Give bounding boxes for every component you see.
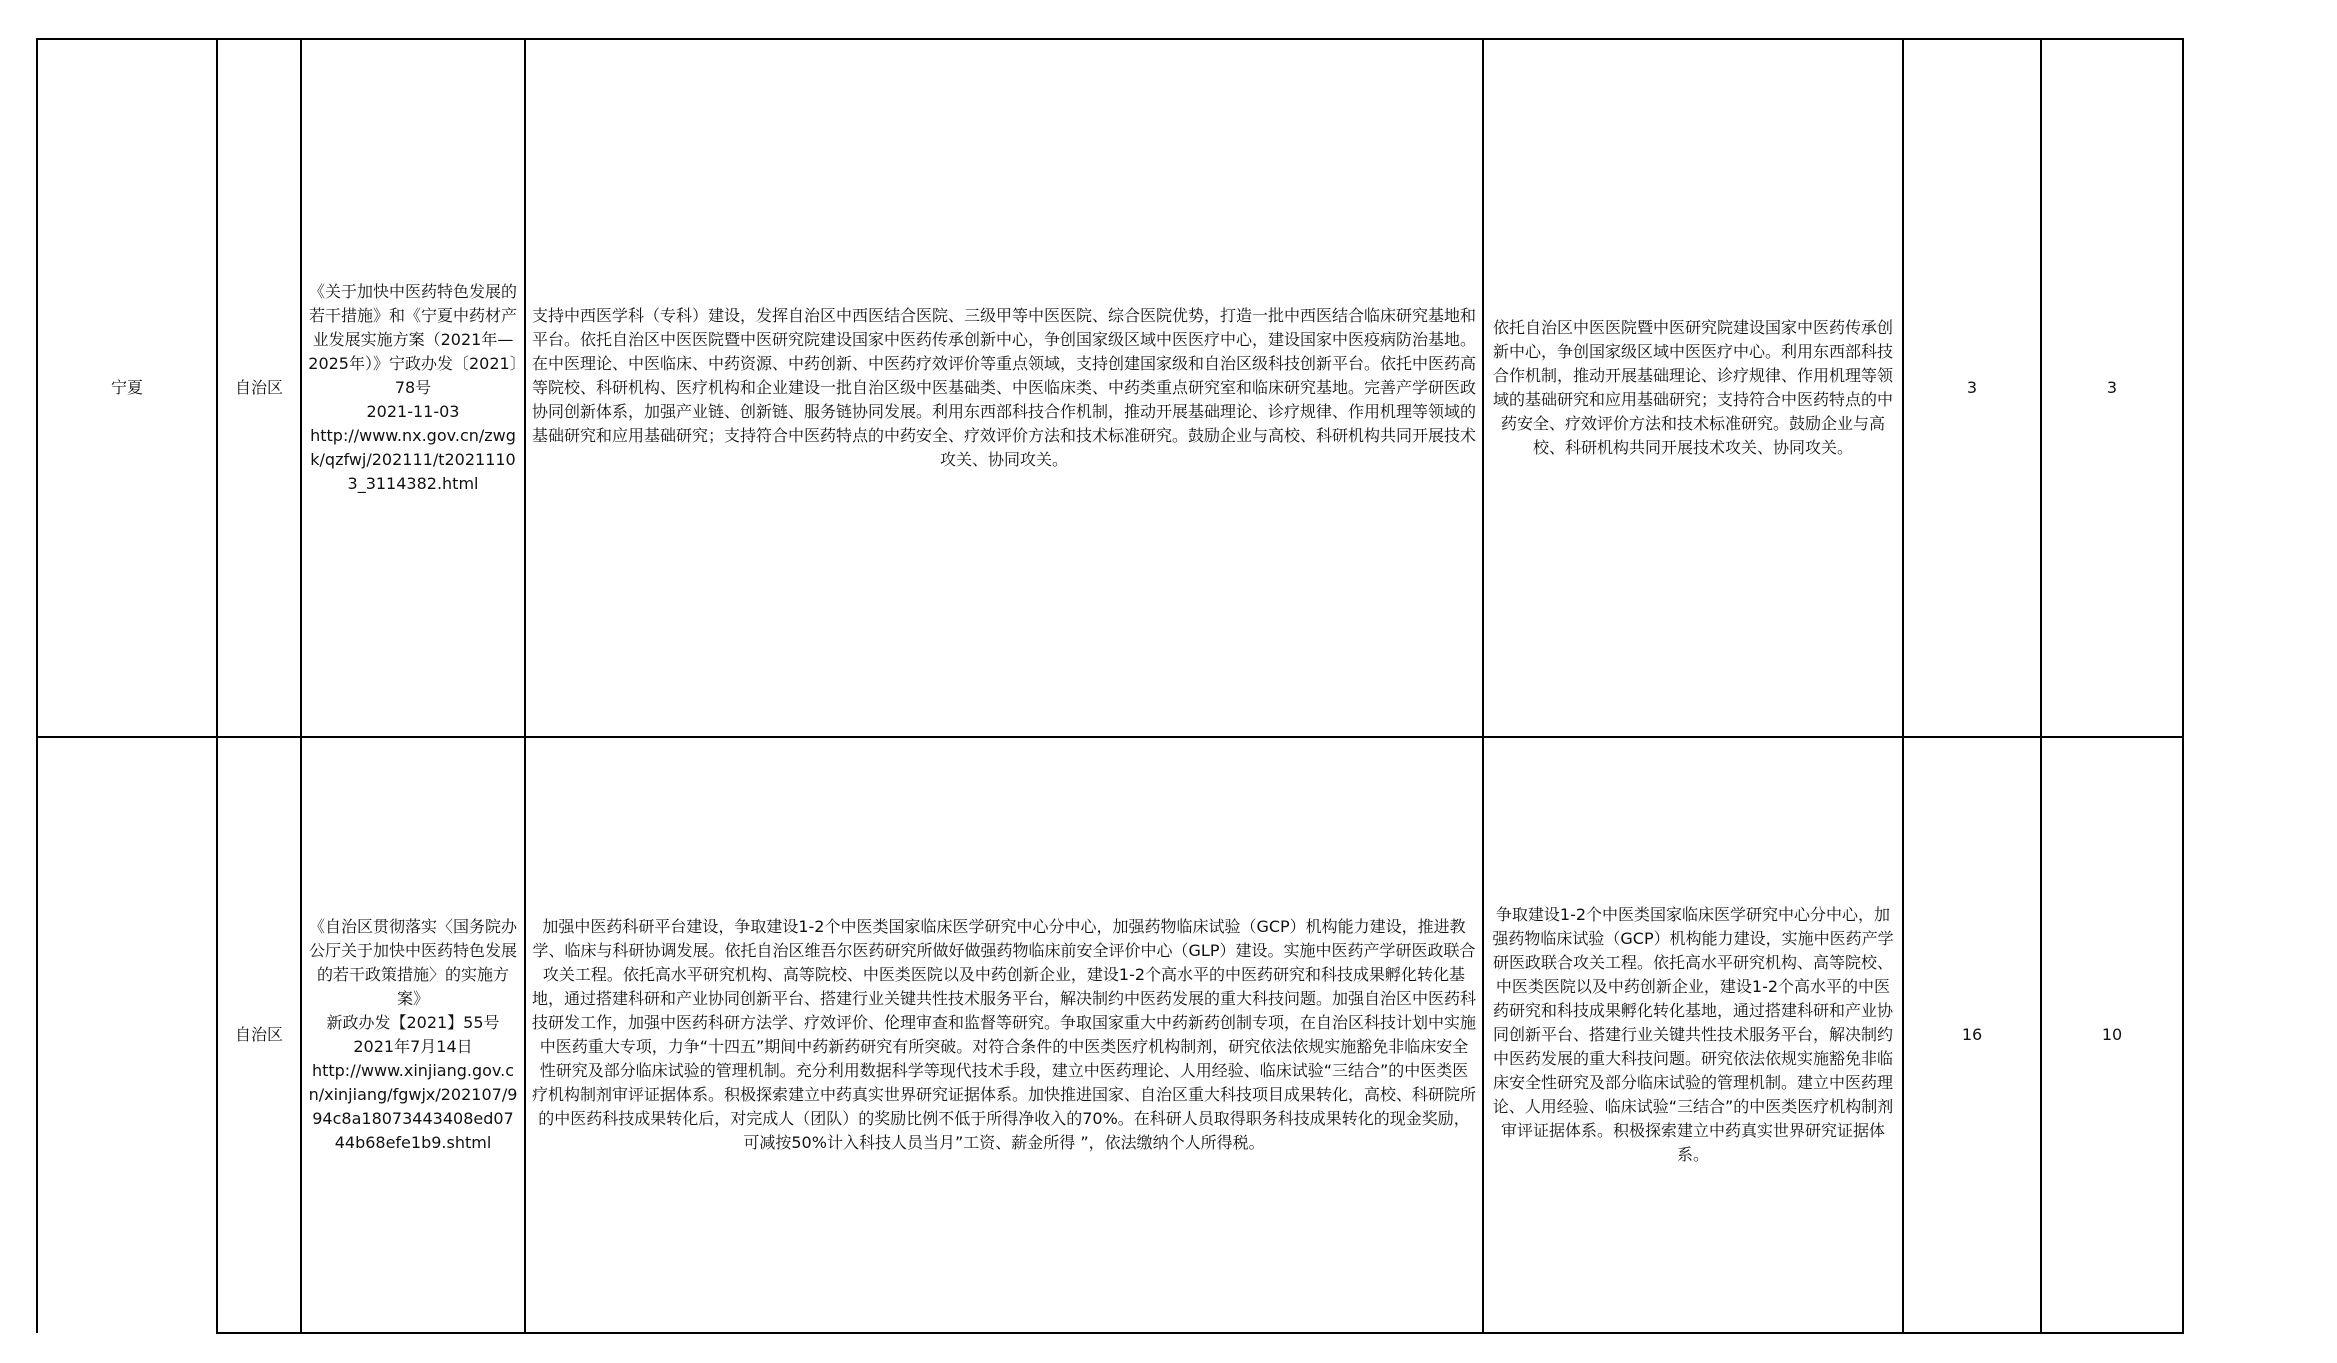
measures-cell: 支持中西医学科（专科）建设，发挥自治区中西医结合医院、三级甲等中医医院、综合医院优势，打造一批中西医结合临床研究基地和平台。依托自治区中医医院暨中医研究院建设国家中医药传承创新中心，争创国家级区域中医医疗中心，建设国家中医疫病防治基地。在中医理论、中医临床、中药资源、中药创新、中医药疗效评价等重点领域，支持创建国家级和自治区级科技创新平台。依托中医药高等院校、科研机构、医疗机构和企业建设一批自治区级中医基础类、中医临床类、中药类重点研究室和临床研究基地。完善产学研医政协同创新体系，加强产业链、创新链、服务链协同发展。利用东西部科技合作机制，推动开展基础理论、诊疗规律、作用机理等领域的基础研究和应用基础研究；支持符合中医药特点的中药安全、疗效评价方法和技术标准研究。鼓励企业与高校、科研机构共同开展技术攻关、协同攻关。	[525, 39, 1483, 737]
count-a-cell: 16	[1903, 737, 2041, 1333]
document-text: 《自治区贯彻落实〈国务院办公厅关于加快中医药特色发展的若干政策措施〉的实施方案》 新政办发【2021】55号 2021年7月14日 http://www.xinjiang.gov.cn/xinjiang/fgwjx/202107/994c8a18073443408ed0744b68efe1b9.shtml	[308, 917, 518, 1152]
document-cell	[301, 39, 525, 737]
key-points-cell: 争取建设1-2个中医类国家临床医学研究中心分中心，加强药物临床试验（GCP）机构能力建设，实施中医药产学研医政联合攻关工程。依托高水平研究机构、高等院校、中医类医院以及中药创新企业，建设1-2个高水平的中医药研究和科技成果孵化转化基地，通过搭建科研和产业协同创新平台、搭建行业关键共性技术服务平台，解决制约中医药发展的重大科技问题。研究依法依规实施豁免非临床安全性研究及部分临床试验的管理机制。建立中医药理论、人用经验、临床试验“三结合”的中医类医疗机构制剂审评证据体系。积极探索建立中药真实世界研究证据体系。	[1483, 737, 1903, 1333]
key-points-cell: 依托自治区中医医院暨中医研究院建设国家中医药传承创新中心，争创国家级区域中医医疗中心。利用东西部科技合作机制，推动开展基础理论、诊疗规律、作用机理等领域的基础研究和应用基础研究；支持符合中医药特点的中药安全、疗效评价方法和技术标准研究。鼓励企业与高校、科研机构共同开展技术攻关、协同攻关。	[1483, 39, 1903, 737]
table-row	[37, 737, 2183, 1333]
count-b-cell: 10	[2041, 737, 2183, 1333]
document-text: 《关于加快中医药特色发展的若干措施》和《宁夏中药材产业发展实施方案（2021年—2025年）》宁政办发〔2021〕78号 2021-11-03 http://www.nx.gov.cn/zwgk/qzfwj/202111/t20211103_3114382.html	[308, 282, 518, 493]
province-cell: 宁夏	[37, 39, 217, 737]
level-cell: 自治区	[217, 39, 301, 737]
table-row	[37, 39, 2183, 737]
measures-cell: 加强中医药科研平台建设，争取建设1-2个中医类国家临床医学研究中心分中心，加强药物临床试验（GCP）机构能力建设，推进教学、临床与科研协调发展。依托自治区维吾尔医药研究所做好做强药物临床前安全评价中心（GLP）建设。实施中医药产学研医政联合攻关工程。依托高水平研究机构、高等院校、中医类医院以及中药创新企业，建设1-2个高水平的中医药研究和科技成果孵化转化基地，通过搭建科研和产业协同创新平台、搭建行业关键共性技术服务平台，解决制约中医药发展的重大科技问题。加强自治区中医药科技研发工作，加强中医药科研方法学、疗效评价、伦理审查和监督等研究。争取国家重大中药新药创制专项，在自治区科技计划中实施中医药重大专项，力争“十四五”期间中药新药研究有所突破。对符合条件的中医类医疗机构制剂，研究依法依规实施豁免非临床安全性研究及部分临床试验的管理机制。充分利用数据科学等现代技术手段，建立中医药理论、人用经验、临床试验“三结合”的中医类医疗机构制剂审评证据体系。积极探索建立中药真实世界研究证据体系。加快推进国家、自治区重大科技项目成果转化，高校、科研院所的中医药科技成果转化后，对完成人（团队）的奖励比例不低于所得净收入的70%。在科研人员取得职务科技成果转化的现金奖励，可减按50%计入科技人员当月”工资、薪金所得 ”，依法缴纳个人所得税。	[525, 737, 1483, 1333]
count-a-cell: 3	[1903, 39, 2041, 737]
province-cell	[37, 737, 217, 1333]
policy-table	[36, 38, 2184, 1334]
count-b-cell: 3	[2041, 39, 2183, 737]
level-cell: 自治区	[217, 737, 301, 1333]
document-cell	[301, 737, 525, 1333]
